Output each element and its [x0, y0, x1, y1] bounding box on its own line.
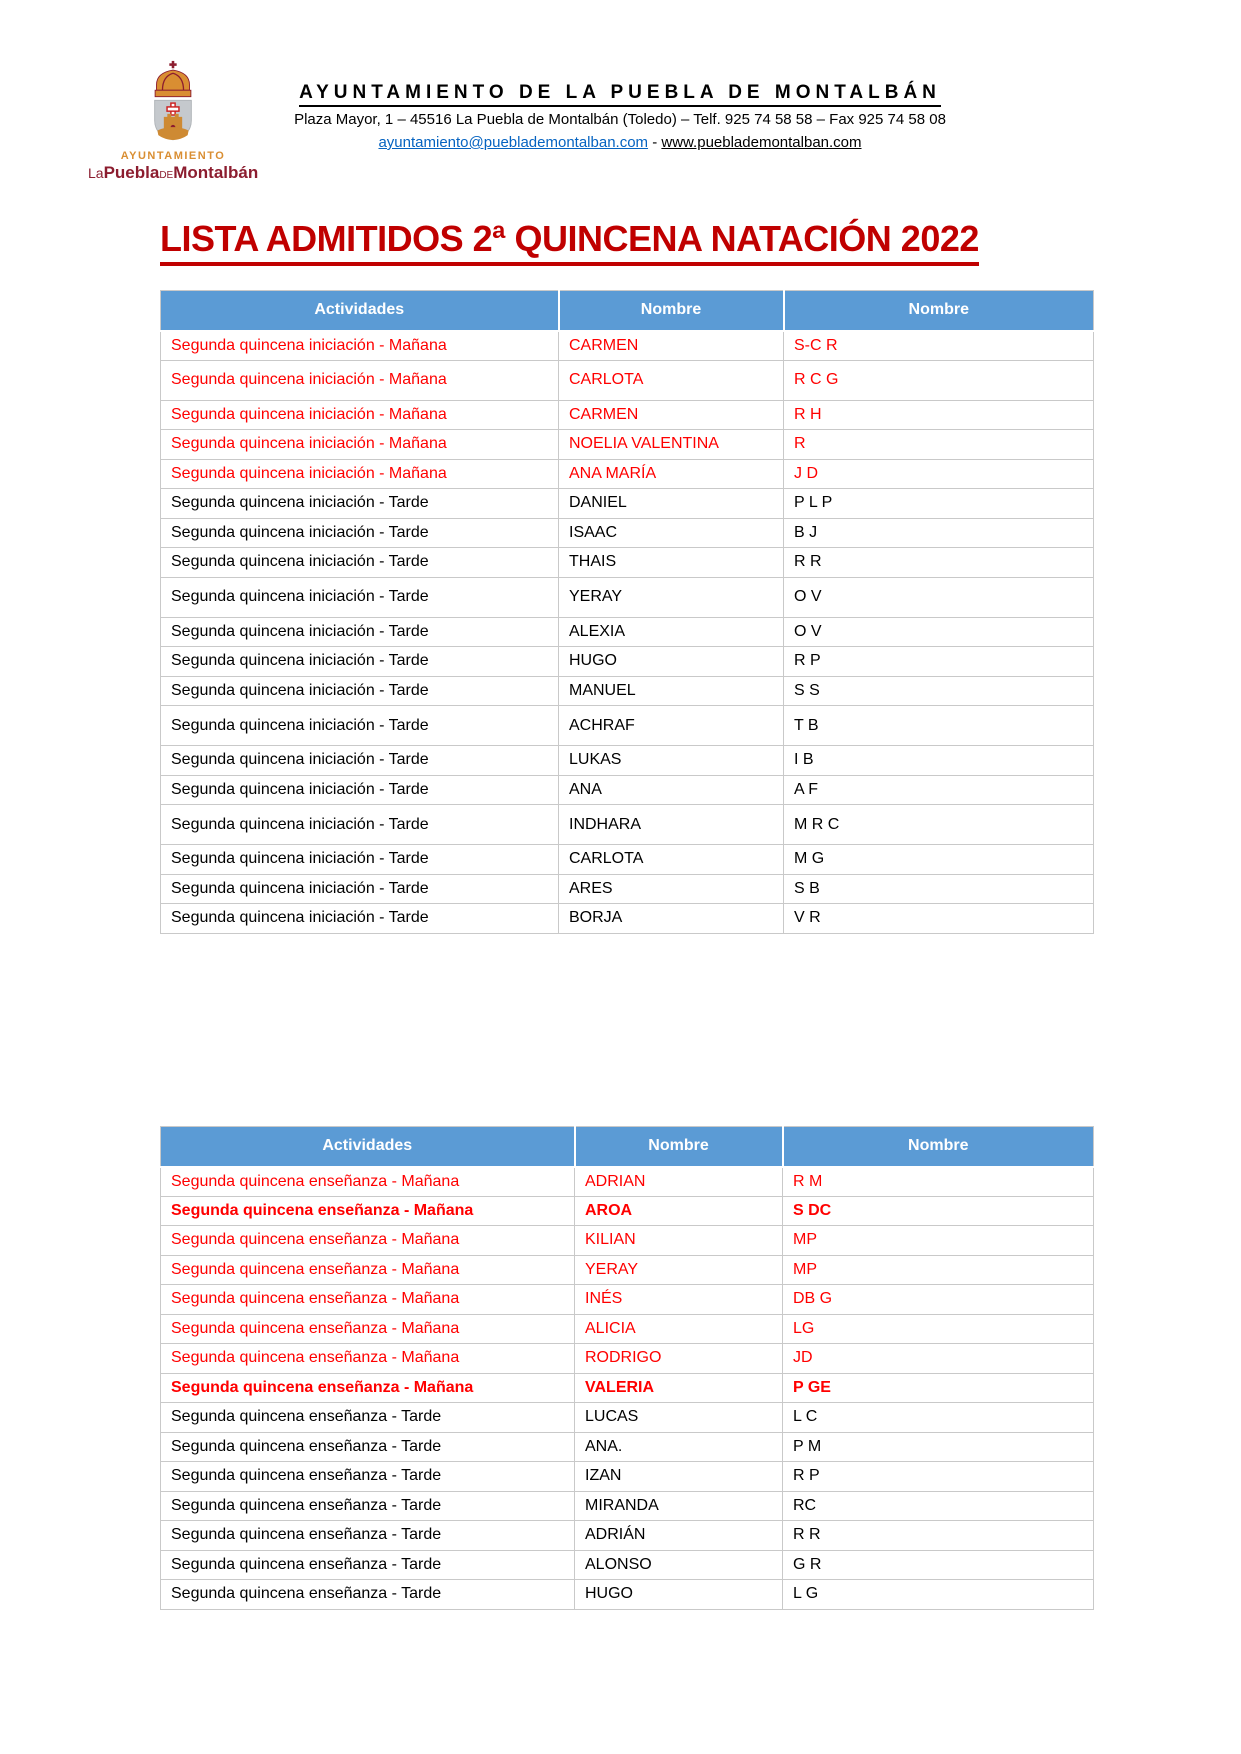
cell-iniciales: R P — [783, 1462, 1094, 1492]
address-line: Plaza Mayor, 1 – 45516 La Puebla de Montalbán (Toledo) – Telf. 925 74 58 58 – Fax 925 74 58 08 — [294, 111, 946, 128]
cell-nombre: ANA MARÍA — [559, 459, 784, 489]
cell-actividad: Segunda quincena enseñanza - Mañana — [161, 1226, 575, 1256]
roster-table-ensenanza — [160, 1126, 1094, 1610]
column-header: Nombre — [783, 1127, 1094, 1167]
cell-iniciales: RC — [783, 1491, 1094, 1521]
cell-nombre: ADRIAN — [575, 1167, 783, 1197]
table-row — [161, 676, 1094, 706]
contact-links — [275, 134, 965, 151]
coat-of-arms-icon — [127, 60, 219, 148]
cell-actividad: Segunda quincena iniciación - Tarde — [161, 548, 559, 578]
cell-actividad: Segunda quincena enseñanza - Tarde — [161, 1462, 575, 1492]
cell-nombre: ADRIÁN — [575, 1521, 783, 1551]
table-row — [161, 400, 1094, 430]
cell-iniciales: G R — [783, 1550, 1094, 1580]
cell-nombre: KILIAN — [575, 1226, 783, 1256]
cell-iniciales: T B — [784, 706, 1094, 746]
email-link[interactable]: ayuntamiento@pueblademontalban.com — [378, 134, 649, 151]
organization-name: AYUNTAMIENTO DE LA PUEBLA DE MONTALBÁN — [299, 82, 941, 107]
cell-iniciales: M R C — [784, 805, 1094, 845]
cell-actividad: Segunda quincena enseñanza - Tarde — [161, 1491, 575, 1521]
cell-iniciales: R P — [784, 647, 1094, 677]
cell-nombre: AROA — [575, 1196, 783, 1226]
table-row — [161, 1373, 1094, 1403]
link-separator: - — [652, 134, 658, 151]
cell-actividad: Segunda quincena enseñanza - Mañana — [161, 1255, 575, 1285]
cell-iniciales: R C G — [784, 360, 1094, 400]
cell-nombre: NOELIA VALENTINA — [559, 430, 784, 460]
cell-nombre: CARMEN — [559, 400, 784, 430]
cell-iniciales: MP — [783, 1255, 1094, 1285]
table-header-row — [161, 291, 1094, 331]
cell-actividad: Segunda quincena iniciación - Tarde — [161, 518, 559, 548]
cell-nombre: YERAY — [575, 1255, 783, 1285]
cell-nombre: ARES — [559, 874, 784, 904]
cell-actividad: Segunda quincena iniciación - Tarde — [161, 617, 559, 647]
cell-nombre: ALONSO — [575, 1550, 783, 1580]
cell-nombre: DANIEL — [559, 489, 784, 519]
logo-caption-la: La — [88, 165, 104, 181]
cell-iniciales: M G — [784, 845, 1094, 875]
cell-nombre: INÉS — [575, 1285, 783, 1315]
table-row — [161, 617, 1094, 647]
cell-nombre: ALEXIA — [559, 617, 784, 647]
logo-caption-ayuntamiento: AYUNTAMIENTO — [120, 150, 226, 162]
municipal-logo — [88, 60, 258, 183]
cell-actividad: Segunda quincena enseñanza - Tarde — [161, 1550, 575, 1580]
cell-iniciales: B J — [784, 518, 1094, 548]
cell-actividad: Segunda quincena enseñanza - Tarde — [161, 1580, 575, 1610]
logo-caption-municipality — [88, 163, 258, 183]
cell-actividad: Segunda quincena enseñanza - Mañana — [161, 1373, 575, 1403]
cell-nombre: CARLOTA — [559, 360, 784, 400]
table-row — [161, 1167, 1094, 1197]
cell-nombre: BORJA — [559, 904, 784, 934]
table-row — [161, 706, 1094, 746]
table-row — [161, 1550, 1094, 1580]
cell-iniciales: P GE — [783, 1373, 1094, 1403]
table-row — [161, 1344, 1094, 1374]
cell-nombre: CARLOTA — [559, 845, 784, 875]
table-header-row — [161, 1127, 1094, 1167]
cell-actividad: Segunda quincena enseñanza - Tarde — [161, 1521, 575, 1551]
table-row — [161, 1226, 1094, 1256]
cell-iniciales: O V — [784, 577, 1094, 617]
table-row — [161, 1285, 1094, 1315]
cell-nombre: MANUEL — [559, 676, 784, 706]
cell-actividad: Segunda quincena iniciación - Tarde — [161, 805, 559, 845]
cell-nombre: RODRIGO — [575, 1344, 783, 1374]
table-row — [161, 904, 1094, 934]
cell-iniciales: R M — [783, 1167, 1094, 1197]
table-row — [161, 430, 1094, 460]
cell-iniciales: LG — [783, 1314, 1094, 1344]
table-row — [161, 1462, 1094, 1492]
cell-actividad: Segunda quincena enseñanza - Mañana — [161, 1196, 575, 1226]
table-row — [161, 746, 1094, 776]
logo-caption-puebla: Puebla — [103, 163, 160, 182]
cell-actividad: Segunda quincena iniciación - Mañana — [161, 360, 559, 400]
table-row — [161, 874, 1094, 904]
cell-nombre: CARMEN — [559, 331, 784, 361]
letterhead-text — [275, 82, 965, 151]
cell-iniciales: JD — [783, 1344, 1094, 1374]
cell-nombre: VALERIA — [575, 1373, 783, 1403]
table-row — [161, 845, 1094, 875]
cell-actividad: Segunda quincena iniciación - Tarde — [161, 845, 559, 875]
column-header: Actividades — [161, 291, 559, 331]
table-row — [161, 1491, 1094, 1521]
cell-iniciales: R — [784, 430, 1094, 460]
cell-actividad: Segunda quincena enseñanza - Tarde — [161, 1432, 575, 1462]
cell-actividad: Segunda quincena iniciación - Tarde — [161, 489, 559, 519]
cell-nombre: IZAN — [575, 1462, 783, 1492]
cell-iniciales: L C — [783, 1403, 1094, 1433]
table-row — [161, 805, 1094, 845]
cell-iniciales: MP — [783, 1226, 1094, 1256]
cell-actividad: Segunda quincena enseñanza - Tarde — [161, 1403, 575, 1433]
title-container — [160, 218, 979, 266]
cell-iniciales: R H — [784, 400, 1094, 430]
table-row — [161, 518, 1094, 548]
table-row — [161, 1521, 1094, 1551]
cell-nombre: ACHRAF — [559, 706, 784, 746]
cell-actividad: Segunda quincena iniciación - Tarde — [161, 577, 559, 617]
column-header: Nombre — [784, 291, 1094, 331]
cell-iniciales: I B — [784, 746, 1094, 776]
table-row — [161, 360, 1094, 400]
table-row — [161, 489, 1094, 519]
cell-nombre: ALICIA — [575, 1314, 783, 1344]
logo-caption-de: DE — [159, 170, 174, 181]
table-row — [161, 775, 1094, 805]
cell-nombre: LUCAS — [575, 1403, 783, 1433]
cell-actividad: Segunda quincena iniciación - Mañana — [161, 459, 559, 489]
table-row — [161, 548, 1094, 578]
cell-actividad: Segunda quincena enseñanza - Mañana — [161, 1167, 575, 1197]
cell-iniciales: A F — [784, 775, 1094, 805]
cell-iniciales: DB G — [783, 1285, 1094, 1315]
table-row — [161, 459, 1094, 489]
column-header: Nombre — [575, 1127, 783, 1167]
cell-actividad: Segunda quincena iniciación - Mañana — [161, 430, 559, 460]
cell-iniciales: P L P — [784, 489, 1094, 519]
table-row — [161, 1255, 1094, 1285]
logo-caption-montalban: Montalbán — [173, 163, 259, 182]
cell-iniciales: S-C R — [784, 331, 1094, 361]
cell-nombre: LUKAS — [559, 746, 784, 776]
cell-nombre: ISAAC — [559, 518, 784, 548]
cell-iniciales: P M — [783, 1432, 1094, 1462]
cell-actividad: Segunda quincena enseñanza - Mañana — [161, 1285, 575, 1315]
cell-actividad: Segunda quincena enseñanza - Mañana — [161, 1314, 575, 1344]
cell-actividad: Segunda quincena enseñanza - Mañana — [161, 1344, 575, 1374]
cell-nombre: INDHARA — [559, 805, 784, 845]
cell-iniciales: S S — [784, 676, 1094, 706]
table-row — [161, 577, 1094, 617]
table-row — [161, 1403, 1094, 1433]
cell-nombre: MIRANDA — [575, 1491, 783, 1521]
cell-nombre: THAIS — [559, 548, 784, 578]
cell-iniciales: R R — [783, 1521, 1094, 1551]
roster-table-iniciacion — [160, 290, 1094, 934]
column-header: Nombre — [559, 291, 784, 331]
cell-actividad: Segunda quincena iniciación - Tarde — [161, 647, 559, 677]
cell-iniciales: O V — [784, 617, 1094, 647]
cell-nombre: ANA — [559, 775, 784, 805]
table-row — [161, 1314, 1094, 1344]
cell-iniciales: J D — [784, 459, 1094, 489]
cell-nombre: HUGO — [559, 647, 784, 677]
cell-actividad: Segunda quincena iniciación - Mañana — [161, 400, 559, 430]
cell-actividad: Segunda quincena iniciación - Tarde — [161, 746, 559, 776]
cell-actividad: Segunda quincena iniciación - Tarde — [161, 706, 559, 746]
cell-iniciales: V R — [784, 904, 1094, 934]
cell-nombre: YERAY — [559, 577, 784, 617]
cell-nombre: HUGO — [575, 1580, 783, 1610]
table-row — [161, 1196, 1094, 1226]
website-link[interactable]: www.pueblademontalban.com — [661, 134, 862, 151]
cell-iniciales: S DC — [783, 1196, 1094, 1226]
table-row — [161, 647, 1094, 677]
cell-actividad: Segunda quincena iniciación - Tarde — [161, 904, 559, 934]
cell-actividad: Segunda quincena iniciación - Tarde — [161, 775, 559, 805]
cell-iniciales: S B — [784, 874, 1094, 904]
cell-actividad: Segunda quincena iniciación - Mañana — [161, 331, 559, 361]
cell-nombre: ANA. — [575, 1432, 783, 1462]
table-row — [161, 1580, 1094, 1610]
cell-actividad: Segunda quincena iniciación - Tarde — [161, 874, 559, 904]
cell-iniciales: L G — [783, 1580, 1094, 1610]
table-row — [161, 1432, 1094, 1462]
column-header: Actividades — [161, 1127, 575, 1167]
cell-actividad: Segunda quincena iniciación - Tarde — [161, 676, 559, 706]
cell-iniciales: R R — [784, 548, 1094, 578]
page-title: LISTA ADMITIDOS 2ª QUINCENA NATACIÓN 2022 — [160, 218, 979, 266]
table-row — [161, 331, 1094, 361]
